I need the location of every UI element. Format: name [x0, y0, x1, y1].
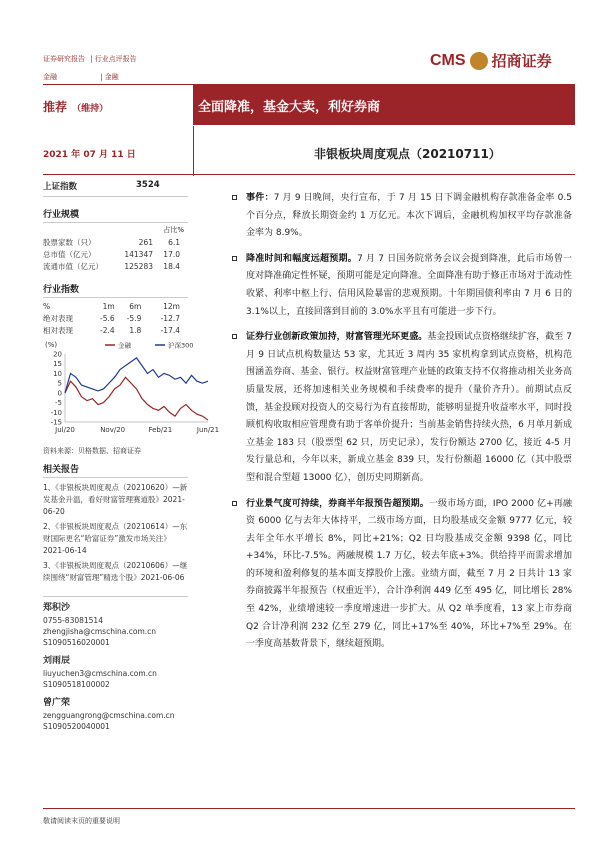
main-paragraph [232, 329, 572, 487]
analyst-name: 刘雨辰 [43, 656, 71, 666]
related-report-link[interactable]: 2、《非银板块周度观点（20210614）—东财国际更名“哈富证券”激发市场关注》2021-06-14 [43, 522, 188, 555]
x-tick-label: Jul/20 [55, 426, 75, 434]
related-list [43, 482, 188, 584]
chart-source: 资料来源：贝格数据、招商证券 [43, 447, 141, 455]
perf-title: 行业指数 [43, 285, 80, 295]
legend-finance-label: 金融 [118, 341, 131, 350]
report-subcategory: 行业点评报告 [94, 55, 137, 63]
paragraph-text: 7 月 7 日国务院常务会议会提到降准，此后市场曾一度对降准确定性怀疑，预期可能是定向降准。全面降准有助于修正市场对于流动性收紧、利率中枢上行、信用风险暴雷的悲观预期。十年期国债利率由 7 月 6 日的 3.1%以上，直接回落到目前的 3.0%水平且有可能进一步下行。 [246, 253, 572, 317]
paragraph-body [246, 496, 572, 654]
analyst-card [43, 696, 188, 732]
scale-row [43, 236, 184, 248]
logo-mark-icon [470, 52, 488, 70]
divider [43, 297, 188, 298]
perf-row [43, 324, 184, 336]
footer-disclaimer: 敬请阅读末页的重要说明 [43, 817, 120, 825]
perf-header-cell: 6m [129, 301, 142, 311]
bullet-icon [232, 256, 237, 261]
logo-cms-text: CMS [430, 51, 466, 69]
report-category: 证券研究报告 [43, 55, 85, 63]
sector-value: 金融 [104, 73, 119, 81]
related-title: 相关报告 [43, 465, 80, 475]
scale-table [43, 236, 184, 272]
analyst-name: 曾广荣 [43, 698, 71, 708]
banner-divider [193, 126, 194, 176]
y-tick-label: 20 [53, 350, 62, 359]
analyst-cert: S1090518100002 [43, 680, 110, 689]
report-subtitle: 非银板块周度观点（20210711） [314, 147, 501, 161]
paragraph-body [246, 251, 572, 321]
sector-label: 金融 [43, 73, 57, 81]
x-tick-label: Nov/20 [100, 426, 126, 434]
report-title: 全面降准，基金大卖，利好券商 [198, 100, 381, 115]
analyst-name: 郑积沙 [43, 603, 71, 613]
scale-row-value: 141347 [124, 249, 153, 259]
analyst-email[interactable]: liuyuchen3@cmschina.com.cn [43, 669, 157, 678]
analyst-cert: S1090520040001 [43, 722, 110, 731]
perf-row-value: -5.6 [100, 313, 115, 323]
main-paragraph [232, 496, 572, 654]
x-tick-label: Feb/21 [148, 426, 173, 434]
series-line-csi300 [65, 358, 208, 393]
scale-row-pct: 17.0 [163, 249, 180, 259]
index-value: 3524 [136, 180, 160, 190]
analyst-list [43, 601, 188, 732]
main-paragraph [232, 251, 572, 321]
bullet-icon [232, 195, 237, 200]
header-separator: | [100, 73, 105, 81]
scale-row-value: 125283 [124, 261, 153, 271]
perf-row-value: -5.9 [126, 313, 142, 323]
main-content [232, 190, 572, 662]
perf-row-value: 1.8 [129, 325, 142, 335]
scale-row-label: 总市值（亿元） [43, 249, 96, 259]
paragraph-lead: 事件： [246, 193, 274, 203]
analyst-email[interactable]: zengguangrong@cmschina.com.cn [43, 711, 175, 720]
y-tick-label: 10 [53, 369, 62, 378]
paragraph-text: 基金投顾试点资格继续扩容，截至 7 月 9 日试点机构数量达 53 家，尤其近 3 周内 35 家机构拿到试点资格，机构范围涵盖券商、基金、银行。权益财富管理产业链的政策支持不仅将推动相关业务高质量发展，还将加速相关业务规模和手续费率的提升（量价齐升）。前期试点反馈，基金投顾对投资人的交易行为有直接帮助，能够明显提升收益率水平，同时投顾机构收取相应管理费有助于客单价提升；当前基金销售持续火热，6 月单月新成立基金 183 只（股票型 62 只，历史记录），发行份额达 2700 亿，接近 4-5 月发行量总和，今年以来，新成立基金 839 只，发行份额超 16000 亿（其中股票型和混合型超 13000 亿），创历史同期新高。 [246, 332, 572, 483]
chart-unit-label: (%) [45, 341, 58, 349]
perf-row-value: -12.7 [160, 313, 180, 323]
divider [43, 477, 188, 478]
perf-header-cell: % [43, 301, 51, 311]
x-tick-label: Jun/21 [196, 426, 220, 434]
scale-row-label: 股票家数（只） [43, 237, 96, 247]
scale-title: 行业规模 [43, 210, 80, 220]
rating [43, 96, 108, 115]
series-line-finance [65, 377, 208, 420]
y-tick-label: -15 [50, 418, 62, 427]
rating-value: 推荐 [43, 100, 68, 114]
logo [430, 50, 552, 71]
analyst-card [43, 654, 188, 690]
banner-bottom-rule [43, 174, 575, 175]
perf-table [43, 300, 184, 336]
sidebar [43, 180, 220, 738]
y-tick-label: 5 [57, 379, 62, 388]
perf-row-label: 绝对表现 [43, 313, 73, 323]
scale-row-value: 261 [138, 237, 153, 247]
paragraph-body [246, 190, 572, 243]
scale-row-pct: 18.4 [163, 261, 180, 271]
y-tick-label: 0 [57, 389, 62, 398]
divider [43, 596, 188, 597]
main-paragraph [232, 190, 572, 243]
analyst-phone: 0755-83081514 [43, 616, 103, 625]
related-report-link[interactable]: 3、《非银板块周度观点（20210606）—继续围绕“财富管理”精选个股》2021-06-06 [43, 561, 188, 582]
perf-row [43, 312, 184, 324]
analyst-card [43, 601, 188, 648]
y-tick-label: 15 [53, 360, 62, 369]
scale-row-label: 流通市值（亿元） [43, 261, 103, 271]
scale-row-pct: 6.1 [168, 237, 180, 247]
legend-csi300-label: 沪深300 [168, 341, 194, 350]
scale-col-header: 占比% [163, 226, 184, 234]
divider [43, 222, 188, 223]
rating-sub: （维持） [72, 104, 109, 114]
related-report-link[interactable]: 1、《非银板块周度观点（20210620）—新发基金升温，看好财富管理赛道股》2021-06-20 [43, 483, 188, 516]
scale-row [43, 248, 184, 260]
report-date: 2021 年 07 月 11 日 [43, 150, 136, 160]
bullet-icon [232, 334, 237, 339]
perf-row-value: -2.4 [100, 325, 115, 335]
perf-header-row [43, 300, 184, 312]
report-type-line [43, 46, 137, 65]
paragraph-text: 一级市场方面，IPO 2000 亿+再融资 6000 亿与去年大体持平，二级市场方面，日均股基成交金额 9777 亿元，较去年全年水平增长 8%，同比+21%；Q2 日均股基成交金额 9398 亿，同比+34%，环比-7.5%。两融规模 1.7 万亿，较去年底+3%。供给持平而需求增加的环境和盈利修复的基本面支撑股价上涨。业绩方面，截至 7 月 2 日共计 13 家券商披露半年报预告（权重近半），合计净利润 449 亿至 495 亿，同比增长 28%至 42%，业绩增速较一季度增速进一步扩大。从 Q2 单季度看，13 家上市券商 Q2 合计净利润 232 亿至 279 亿，同比+17%至 40%，环比+7%至 29%。在一季度高基数背景下，继续超预期。 [246, 498, 572, 650]
footer-rule [43, 808, 575, 809]
perf-header-cell: 12m [163, 301, 180, 311]
y-tick-label: -10 [50, 408, 62, 417]
paragraph-lead: 行业景气度可持续，券商半年报预告超预期。 [246, 498, 429, 509]
analyst-email[interactable]: zhengjisha@cmschina.com.cn [43, 627, 157, 636]
y-tick-label: -5 [55, 399, 62, 408]
index-label: 上证指数 [43, 182, 78, 192]
index-row [43, 180, 188, 194]
paragraph-lead: 证券行业创新政策加持，财富管理光环更盛。 [246, 332, 428, 343]
index-chart [43, 340, 220, 440]
paragraph-body [246, 329, 572, 487]
perf-row-value: -17.4 [160, 325, 180, 335]
scale-row [43, 260, 184, 272]
divider [43, 196, 188, 197]
paragraph-text: 7 月 9 日晚间，央行宣布，于 7 月 15 日下调金融机构存款准备金率 0.5 个百分点，释放长期资金约 1 万亿元。本次下调后，金融机构加权平均存款准备金率为 8.9%。 [246, 193, 572, 239]
bullet-icon [232, 501, 237, 506]
perf-header-cell: 1m [102, 301, 115, 311]
header-separator: | [90, 55, 95, 63]
sector-line [43, 64, 119, 83]
analyst-cert: S1090516020001 [43, 638, 110, 647]
paragraph-lead: 降准时间和幅度远超预期。 [246, 253, 358, 264]
logo-cn-text: 招商证券 [491, 52, 552, 70]
chart-wrap [43, 340, 220, 440]
perf-row-label: 相对表现 [43, 325, 73, 335]
